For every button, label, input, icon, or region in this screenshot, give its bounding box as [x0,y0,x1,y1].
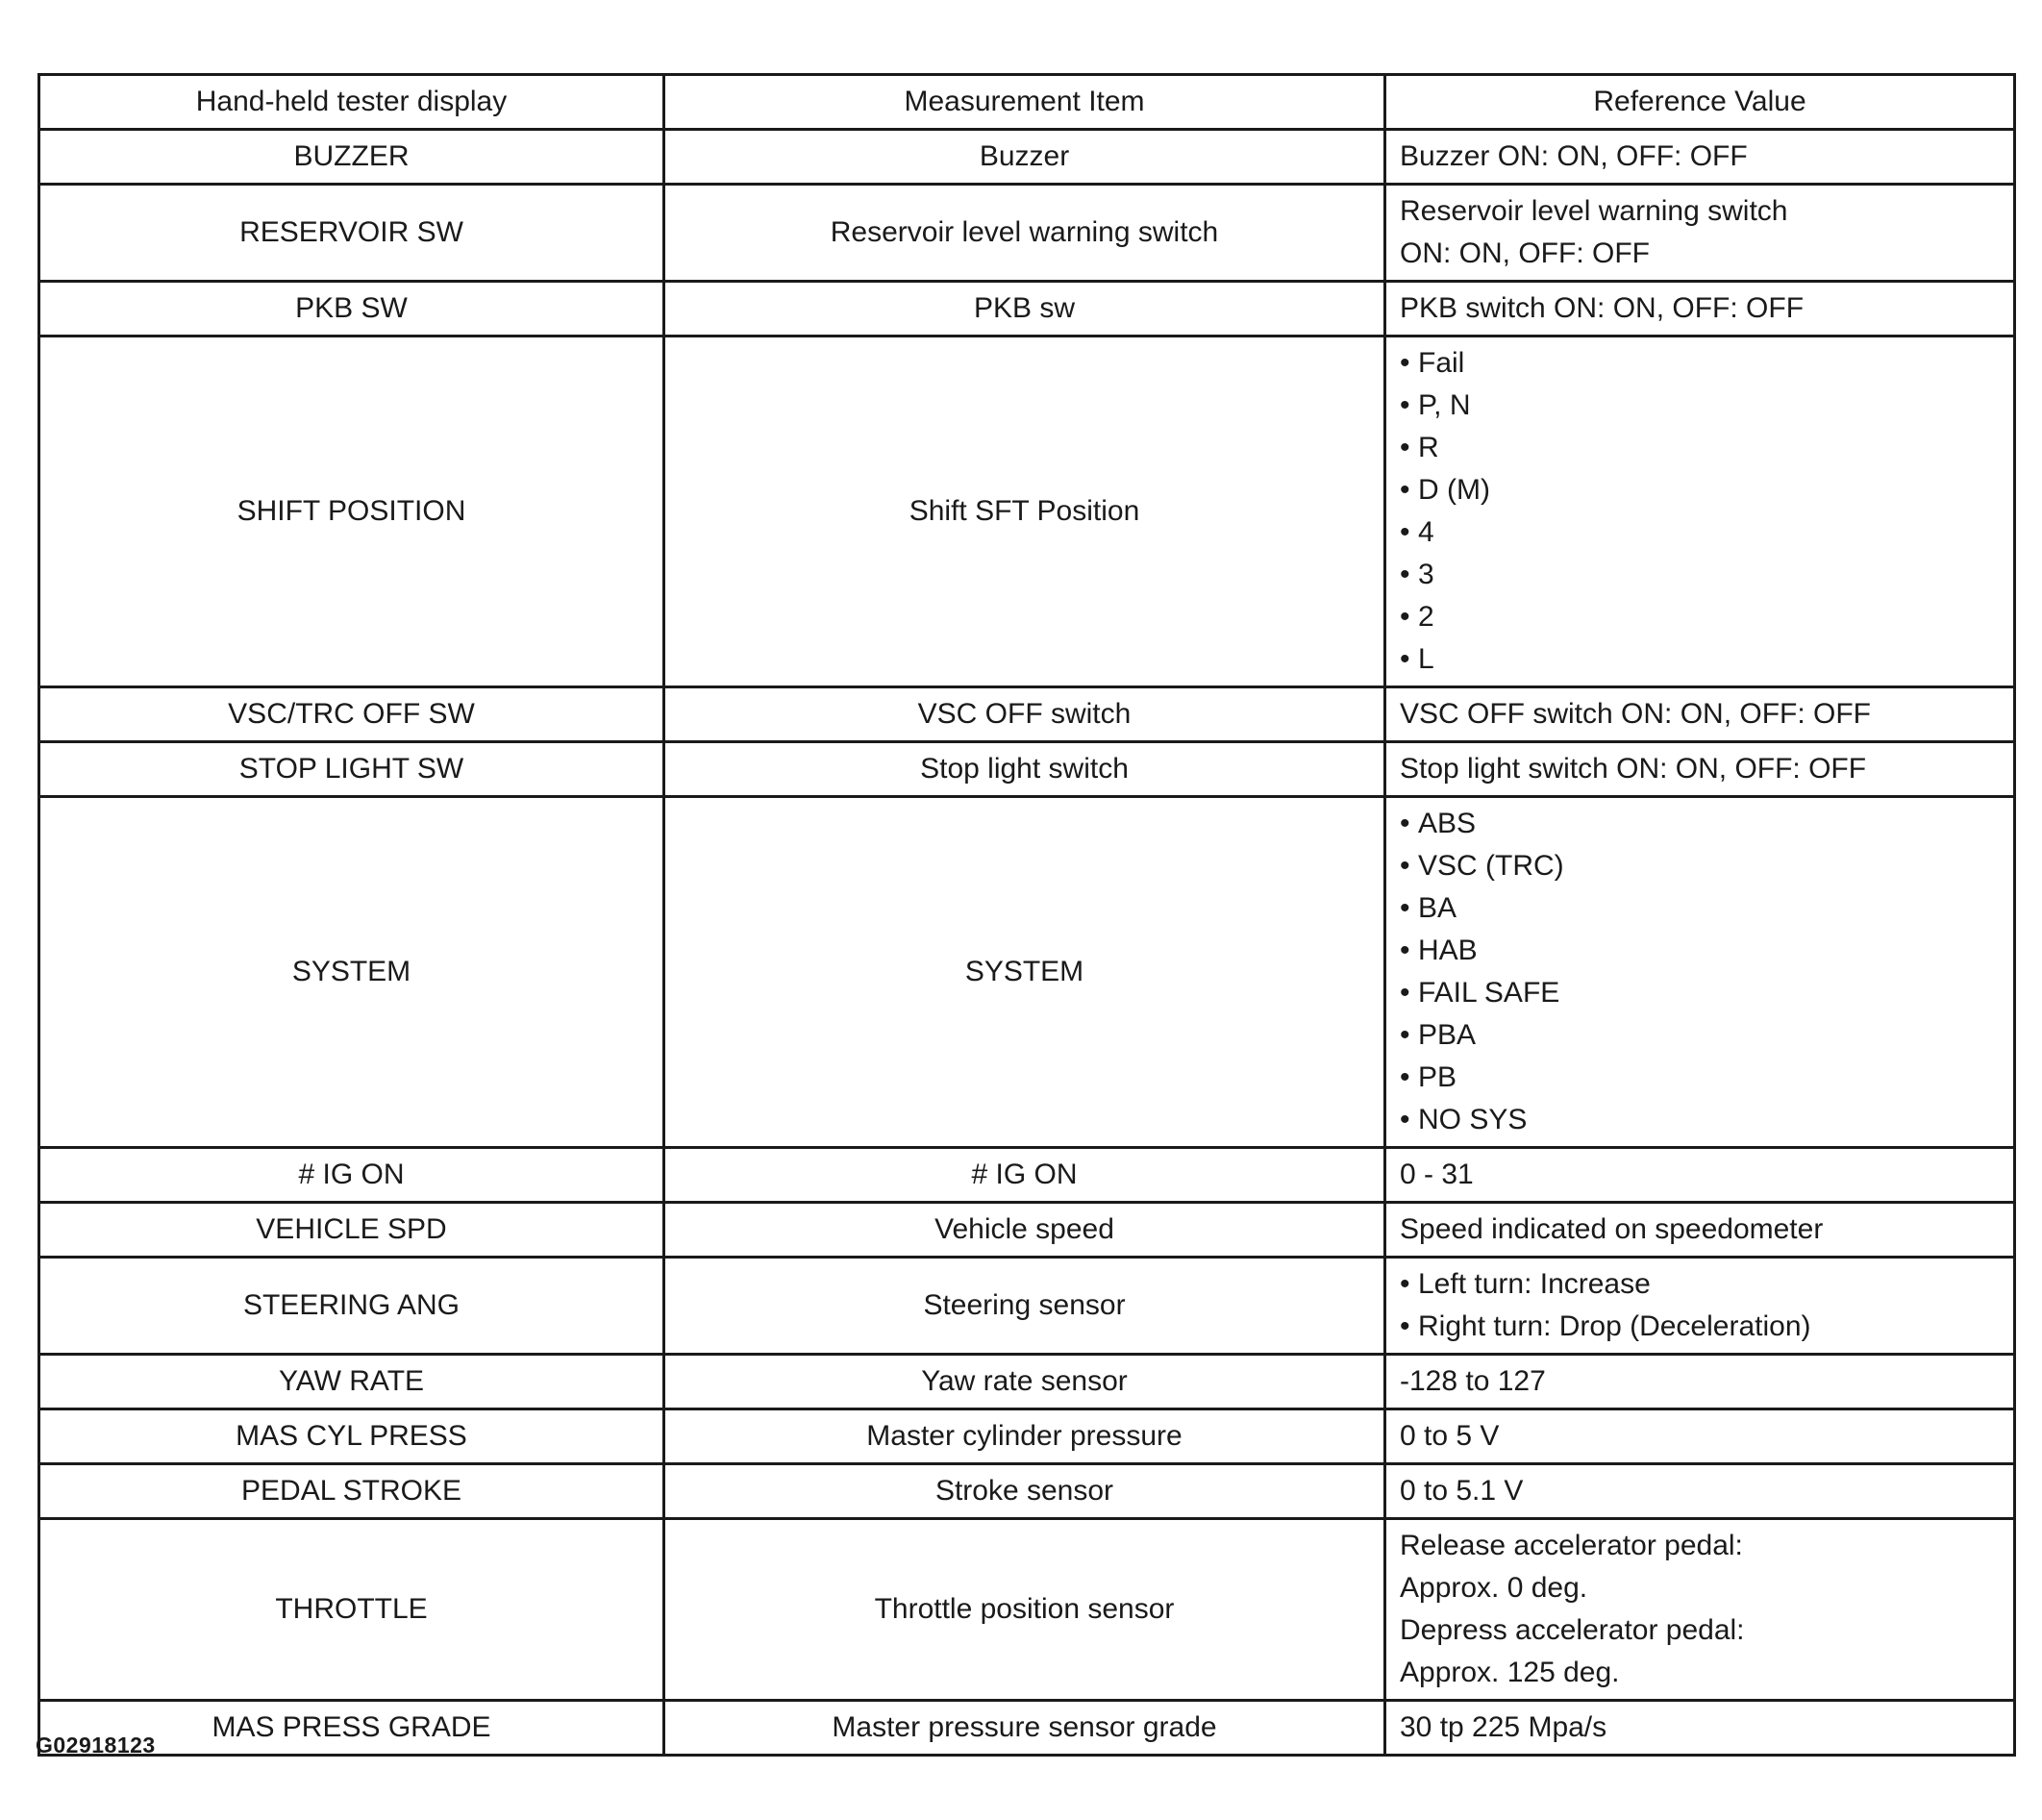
tester-display-cell: THROTTLE [39,1519,664,1701]
tester-display-cell: STEERING ANG [39,1258,664,1355]
reference-value-cell [1385,185,2015,282]
bullet-icon: • [1400,516,1410,548]
reference-bullet-item [1400,1014,2000,1057]
reference-bullet-item [1400,887,2000,930]
bullet-text: P, N [1418,389,1471,421]
bullet-text: HAB [1418,935,1478,966]
reference-bullet-item [1400,596,2000,638]
bullet-text: VSC (TRC) [1418,850,1564,882]
bullet-icon: • [1400,1019,1410,1051]
table-row [39,1148,2015,1203]
reference-bullet-item [1400,342,2000,385]
reference-line: 0 - 31 [1400,1159,1474,1190]
reference-value-cell [1385,1464,2015,1519]
reference-bullet-item [1400,1057,2000,1099]
reference-line: Approx. 125 deg. [1400,1657,1620,1688]
table-row [39,1258,2015,1355]
table-header [39,75,2015,130]
figure-id: G02918123 [36,1733,156,1758]
bullet-text: Fail [1418,347,1465,379]
bullet-icon: • [1400,347,1410,379]
table-row [39,130,2015,185]
tester-display-cell: PEDAL STROKE [39,1464,664,1519]
bullet-icon: • [1400,892,1410,924]
reference-line: Speed indicated on speedometer [1400,1213,1824,1245]
table-row [39,1519,2015,1701]
measurement-item-cell: Buzzer [664,130,1385,185]
tester-display-cell: YAW RATE [39,1355,664,1409]
bullet-text: PBA [1418,1019,1477,1051]
reference-value-cell [1385,1148,2015,1203]
reference-value-cell [1385,1258,2015,1355]
bullet-icon: • [1400,1061,1410,1093]
bullet-text: 4 [1418,516,1434,548]
bullet-text: R [1418,432,1439,463]
bullet-icon: • [1400,977,1410,1009]
reference-value-cell [1385,687,2015,742]
bullet-text: PB [1418,1061,1457,1093]
measurement-item-cell: VSC OFF switch [664,687,1385,742]
table-body [39,130,2015,1756]
bullet-text: ABS [1418,808,1477,839]
bullet-text: 3 [1418,559,1434,590]
measurement-item-cell: Throttle position sensor [664,1519,1385,1701]
header-tester-display: Hand-held tester display [39,75,664,130]
reference-line: ON: ON, OFF: OFF [1400,237,1650,269]
reference-value-cell [1385,1701,2015,1756]
table-row [39,1409,2015,1464]
reference-bullet-item [1400,427,2000,469]
reference-bullet-item [1400,803,2000,845]
reference-line: Release accelerator pedal: [1400,1530,1743,1561]
measurement-item-cell: Reservoir level warning switch [664,185,1385,282]
reference-line: VSC OFF switch ON: ON, OFF: OFF [1400,698,1872,730]
bullet-icon: • [1400,559,1410,590]
tester-display-cell: MAS PRESS GRADE [39,1701,664,1756]
measurement-item-cell: Stop light switch [664,742,1385,797]
reference-value-cell [1385,1355,2015,1409]
bullet-text: 2 [1418,601,1434,633]
reference-bullet-item [1400,1306,2000,1348]
table-row [39,1355,2015,1409]
reference-table [37,73,2016,1757]
tester-display-cell: STOP LIGHT SW [39,742,664,797]
reference-line: 0 to 5 V [1400,1420,1500,1452]
tester-display-cell: # IG ON [39,1148,664,1203]
reference-line: Approx. 0 deg. [1400,1572,1588,1604]
table-row [39,1701,2015,1756]
table-row [39,282,2015,337]
bullet-icon: • [1400,935,1410,966]
reference-line: Depress accelerator pedal: [1400,1614,1745,1646]
bullet-text: D (M) [1418,474,1490,506]
bullet-icon: • [1400,432,1410,463]
tester-display-cell: SHIFT POSITION [39,337,664,687]
reference-bullet-item [1400,1263,2000,1306]
reference-line: Stop light switch ON: ON, OFF: OFF [1400,753,1867,785]
measurement-item-cell: Master cylinder pressure [664,1409,1385,1464]
tester-display-cell: VEHICLE SPD [39,1203,664,1258]
bullet-icon: • [1400,1268,1410,1300]
reference-bullet-item [1400,845,2000,887]
reference-bullet-item [1400,511,2000,554]
bullet-text: BA [1418,892,1457,924]
reference-bullet-item [1400,554,2000,596]
reference-line: Reservoir level warning switch [1400,195,1788,227]
tester-display-cell: PKB SW [39,282,664,337]
reference-bullet-item [1400,469,2000,511]
measurement-item-cell: Master pressure sensor grade [664,1701,1385,1756]
measurement-item-cell: # IG ON [664,1148,1385,1203]
bullet-text: L [1418,643,1434,675]
reference-value-cell [1385,1203,2015,1258]
tester-display-cell: SYSTEM [39,797,664,1148]
reference-line: -128 to 127 [1400,1365,1546,1397]
bullet-text: NO SYS [1418,1104,1528,1135]
reference-value-cell [1385,1409,2015,1464]
reference-value-cell [1385,130,2015,185]
measurement-item-cell: Yaw rate sensor [664,1355,1385,1409]
table-row [39,185,2015,282]
bullet-icon: • [1400,850,1410,882]
table-row [39,1464,2015,1519]
reference-bullet-item [1400,638,2000,681]
table-row [39,337,2015,687]
reference-bullet-item [1400,1099,2000,1141]
reference-value-cell [1385,282,2015,337]
reference-line: PKB switch ON: ON, OFF: OFF [1400,292,1805,324]
bullet-text: FAIL SAFE [1418,977,1560,1009]
header-measurement-item: Measurement Item [664,75,1385,130]
reference-value-cell [1385,337,2015,687]
measurement-item-cell: Vehicle speed [664,1203,1385,1258]
reference-line: 0 to 5.1 V [1400,1475,1524,1507]
reference-value-cell [1385,1519,2015,1701]
measurement-item-cell: Stroke sensor [664,1464,1385,1519]
table-row [39,1203,2015,1258]
measurement-item-cell: Steering sensor [664,1258,1385,1355]
tester-display-cell: RESERVOIR SW [39,185,664,282]
tester-display-cell: BUZZER [39,130,664,185]
bullet-icon: • [1400,1310,1410,1342]
bullet-icon: • [1400,601,1410,633]
tester-display-cell: MAS CYL PRESS [39,1409,664,1464]
table-row [39,742,2015,797]
reference-value-cell [1385,742,2015,797]
header-reference-value: Reference Value [1385,75,2015,130]
tester-display-cell: VSC/TRC OFF SW [39,687,664,742]
bullet-icon: • [1400,808,1410,839]
bullet-text: Left turn: Increase [1418,1268,1651,1300]
table-row [39,687,2015,742]
bullet-icon: • [1400,643,1410,675]
reference-value-cell [1385,797,2015,1148]
table-row [39,797,2015,1148]
bullet-icon: • [1400,1104,1410,1135]
measurement-item-cell: SYSTEM [664,797,1385,1148]
bullet-text: Right turn: Drop (Deceleration) [1418,1310,1811,1342]
reference-line: 30 tp 225 Mpa/s [1400,1711,1607,1743]
reference-bullet-item [1400,930,2000,972]
reference-line: Buzzer ON: ON, OFF: OFF [1400,140,1748,172]
header-row [39,75,2015,130]
reference-bullet-item [1400,972,2000,1014]
bullet-icon: • [1400,389,1410,421]
bullet-icon: • [1400,474,1410,506]
measurement-item-cell: PKB sw [664,282,1385,337]
measurement-item-cell: Shift SFT Position [664,337,1385,687]
reference-bullet-item [1400,385,2000,427]
